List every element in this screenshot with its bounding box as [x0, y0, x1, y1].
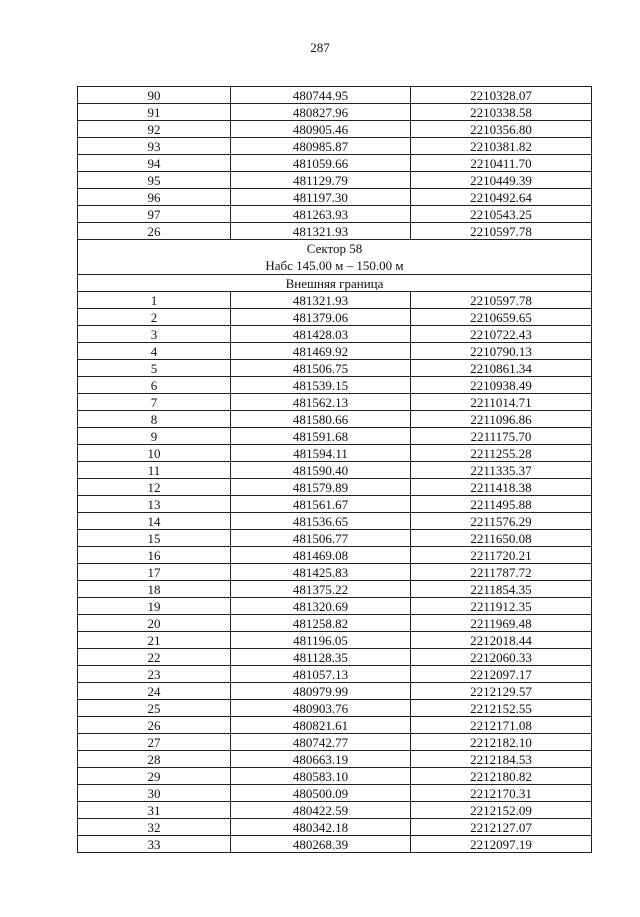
- point-number-cell: 26: [78, 223, 231, 240]
- y-coordinate-cell: 2212129.57: [411, 683, 592, 700]
- point-number-cell: 33: [78, 836, 231, 853]
- table-row: [78, 223, 592, 240]
- x-coordinate-cell: 481320.69: [231, 598, 411, 615]
- table-row: [78, 377, 592, 394]
- point-number-cell: 16: [78, 547, 231, 564]
- point-number-cell: 28: [78, 751, 231, 768]
- boundary-title: Внешняя граница: [78, 275, 592, 292]
- x-coordinate-cell: 481321.93: [231, 223, 411, 240]
- y-coordinate-cell: 2210861.34: [411, 360, 592, 377]
- point-number-cell: 91: [78, 104, 231, 121]
- point-number-cell: 31: [78, 802, 231, 819]
- point-number-cell: 13: [78, 496, 231, 513]
- table-row: [78, 836, 592, 853]
- table-row: [78, 121, 592, 138]
- table-row: [78, 717, 592, 734]
- y-coordinate-cell: 2212171.08: [411, 717, 592, 734]
- y-coordinate-cell: 2212018.44: [411, 632, 592, 649]
- point-number-cell: 11: [78, 462, 231, 479]
- y-coordinate-cell: 2210338.58: [411, 104, 592, 121]
- x-coordinate-cell: 481425.83: [231, 564, 411, 581]
- table-row: [78, 428, 592, 445]
- table-row: [78, 496, 592, 513]
- sector-header-row: [78, 240, 592, 275]
- x-coordinate-cell: 481561.67: [231, 496, 411, 513]
- x-coordinate-cell: 480827.96: [231, 104, 411, 121]
- rows-after-group: [78, 292, 592, 853]
- table-row: [78, 768, 592, 785]
- x-coordinate-cell: 481263.93: [231, 206, 411, 223]
- x-coordinate-cell: 480744.95: [231, 87, 411, 104]
- point-number-cell: 97: [78, 206, 231, 223]
- y-coordinate-cell: 2212170.31: [411, 785, 592, 802]
- table-row: [78, 445, 592, 462]
- table-row: [78, 411, 592, 428]
- y-coordinate-cell: 2212060.33: [411, 649, 592, 666]
- y-coordinate-cell: 2211576.29: [411, 513, 592, 530]
- point-number-cell: 92: [78, 121, 231, 138]
- x-coordinate-cell: 480979.99: [231, 683, 411, 700]
- x-coordinate-cell: 480268.39: [231, 836, 411, 853]
- x-coordinate-cell: 480500.09: [231, 785, 411, 802]
- y-coordinate-cell: 2211912.35: [411, 598, 592, 615]
- y-coordinate-cell: 2210597.78: [411, 292, 592, 309]
- y-coordinate-cell: 2210790.13: [411, 343, 592, 360]
- point-number-cell: 10: [78, 445, 231, 462]
- table-row: [78, 479, 592, 496]
- point-number-cell: 4: [78, 343, 231, 360]
- y-coordinate-cell: 2211720.21: [411, 547, 592, 564]
- point-number-cell: 30: [78, 785, 231, 802]
- table-row: [78, 87, 592, 104]
- y-coordinate-cell: 2211495.88: [411, 496, 592, 513]
- y-coordinate-cell: 2211255.28: [411, 445, 592, 462]
- x-coordinate-cell: 480903.76: [231, 700, 411, 717]
- point-number-cell: 25: [78, 700, 231, 717]
- y-coordinate-cell: 2211175.70: [411, 428, 592, 445]
- x-coordinate-cell: 480422.59: [231, 802, 411, 819]
- y-coordinate-cell: 2212184.53: [411, 751, 592, 768]
- rows-before-group: [78, 87, 592, 240]
- x-coordinate-cell: 481580.66: [231, 411, 411, 428]
- sector-header-group: [78, 240, 592, 292]
- x-coordinate-cell: 480742.77: [231, 734, 411, 751]
- y-coordinate-cell: 2210411.70: [411, 155, 592, 172]
- x-coordinate-cell: 480342.18: [231, 819, 411, 836]
- point-number-cell: 21: [78, 632, 231, 649]
- point-number-cell: 14: [78, 513, 231, 530]
- table-row: [78, 104, 592, 121]
- x-coordinate-cell: 481059.66: [231, 155, 411, 172]
- point-number-cell: 32: [78, 819, 231, 836]
- x-coordinate-cell: 481375.22: [231, 581, 411, 598]
- table-row: [78, 360, 592, 377]
- y-coordinate-cell: 2212127.07: [411, 819, 592, 836]
- y-coordinate-cell: 2210381.82: [411, 138, 592, 155]
- y-coordinate-cell: 2210597.78: [411, 223, 592, 240]
- table-row: [78, 138, 592, 155]
- x-coordinate-cell: 481379.06: [231, 309, 411, 326]
- y-coordinate-cell: 2212152.55: [411, 700, 592, 717]
- x-coordinate-cell: 481129.79: [231, 172, 411, 189]
- x-coordinate-cell: 481579.89: [231, 479, 411, 496]
- point-number-cell: 23: [78, 666, 231, 683]
- table-row: [78, 292, 592, 309]
- y-coordinate-cell: 2210659.65: [411, 309, 592, 326]
- boundary-header-row: [78, 275, 592, 292]
- point-number-cell: 18: [78, 581, 231, 598]
- x-coordinate-cell: 481128.35: [231, 649, 411, 666]
- x-coordinate-cell: 480583.10: [231, 768, 411, 785]
- point-number-cell: 8: [78, 411, 231, 428]
- table-row: [78, 666, 592, 683]
- x-coordinate-cell: 481057.13: [231, 666, 411, 683]
- point-number-cell: 19: [78, 598, 231, 615]
- point-number-cell: 95: [78, 172, 231, 189]
- x-coordinate-cell: 481197.30: [231, 189, 411, 206]
- table-row: [78, 206, 592, 223]
- sector-title: Сектор 58: [306, 241, 363, 256]
- point-number-cell: 3: [78, 326, 231, 343]
- table-row: [78, 615, 592, 632]
- y-coordinate-cell: 2210543.25: [411, 206, 592, 223]
- table-row: [78, 700, 592, 717]
- x-coordinate-cell: 480821.61: [231, 717, 411, 734]
- y-coordinate-cell: 2212152.09: [411, 802, 592, 819]
- x-coordinate-cell: 481506.77: [231, 530, 411, 547]
- y-coordinate-cell: 2211969.48: [411, 615, 592, 632]
- y-coordinate-cell: 2211096.86: [411, 411, 592, 428]
- y-coordinate-cell: 2211854.35: [411, 581, 592, 598]
- table-row: [78, 326, 592, 343]
- point-number-cell: 2: [78, 309, 231, 326]
- point-number-cell: 26: [78, 717, 231, 734]
- x-coordinate-cell: 481196.05: [231, 632, 411, 649]
- x-coordinate-cell: 481258.82: [231, 615, 411, 632]
- table-row: [78, 394, 592, 411]
- y-coordinate-cell: 2211014.71: [411, 394, 592, 411]
- y-coordinate-cell: 2212182.10: [411, 734, 592, 751]
- x-coordinate-cell: 481590.40: [231, 462, 411, 479]
- table-row: [78, 547, 592, 564]
- point-number-cell: 93: [78, 138, 231, 155]
- point-number-cell: 96: [78, 189, 231, 206]
- table-row: [78, 581, 592, 598]
- table-row: [78, 172, 592, 189]
- x-coordinate-cell: 481539.15: [231, 377, 411, 394]
- point-number-cell: 6: [78, 377, 231, 394]
- x-coordinate-cell: 481469.92: [231, 343, 411, 360]
- y-coordinate-cell: 2210356.80: [411, 121, 592, 138]
- coordinates-table: [77, 86, 592, 853]
- x-coordinate-cell: 481591.68: [231, 428, 411, 445]
- point-number-cell: 29: [78, 768, 231, 785]
- point-number-cell: 7: [78, 394, 231, 411]
- point-number-cell: 27: [78, 734, 231, 751]
- y-coordinate-cell: 2210938.49: [411, 377, 592, 394]
- x-coordinate-cell: 481469.08: [231, 547, 411, 564]
- y-coordinate-cell: 2210328.07: [411, 87, 592, 104]
- point-number-cell: 15: [78, 530, 231, 547]
- point-number-cell: 1: [78, 292, 231, 309]
- sector-height-range: Набс 145.00 м – 150.00 м: [265, 258, 404, 273]
- table-row: [78, 734, 592, 751]
- y-coordinate-cell: 2211787.72: [411, 564, 592, 581]
- x-coordinate-cell: 481536.65: [231, 513, 411, 530]
- x-coordinate-cell: 481562.13: [231, 394, 411, 411]
- table-row: [78, 819, 592, 836]
- table-row: [78, 530, 592, 547]
- x-coordinate-cell: 480985.87: [231, 138, 411, 155]
- y-coordinate-cell: 2210449.39: [411, 172, 592, 189]
- table-row: [78, 155, 592, 172]
- y-coordinate-cell: 2211418.38: [411, 479, 592, 496]
- x-coordinate-cell: 481321.93: [231, 292, 411, 309]
- table-row: [78, 189, 592, 206]
- table-row: [78, 564, 592, 581]
- x-coordinate-cell: 480905.46: [231, 121, 411, 138]
- y-coordinate-cell: 2212097.17: [411, 666, 592, 683]
- x-coordinate-cell: 481594.11: [231, 445, 411, 462]
- x-coordinate-cell: 480663.19: [231, 751, 411, 768]
- point-number-cell: 90: [78, 87, 231, 104]
- point-number-cell: 9: [78, 428, 231, 445]
- x-coordinate-cell: 481428.03: [231, 326, 411, 343]
- point-number-cell: 24: [78, 683, 231, 700]
- table-row: [78, 751, 592, 768]
- table-row: [78, 462, 592, 479]
- point-number-cell: 22: [78, 649, 231, 666]
- table-row: [78, 785, 592, 802]
- y-coordinate-cell: 2212097.19: [411, 836, 592, 853]
- y-coordinate-cell: 2211335.37: [411, 462, 592, 479]
- table-row: [78, 683, 592, 700]
- table-row: [78, 802, 592, 819]
- sector-header-cell: [78, 240, 592, 275]
- y-coordinate-cell: 2212180.82: [411, 768, 592, 785]
- table-row: [78, 632, 592, 649]
- point-number-cell: 20: [78, 615, 231, 632]
- table-row: [78, 513, 592, 530]
- point-number-cell: 94: [78, 155, 231, 172]
- page-number: 287: [310, 40, 330, 55]
- table-row: [78, 309, 592, 326]
- x-coordinate-cell: 481506.75: [231, 360, 411, 377]
- point-number-cell: 5: [78, 360, 231, 377]
- table-row: [78, 598, 592, 615]
- table-row: [78, 343, 592, 360]
- point-number-cell: 17: [78, 564, 231, 581]
- table-row: [78, 649, 592, 666]
- y-coordinate-cell: 2210492.64: [411, 189, 592, 206]
- y-coordinate-cell: 2211650.08: [411, 530, 592, 547]
- y-coordinate-cell: 2210722.43: [411, 326, 592, 343]
- point-number-cell: 12: [78, 479, 231, 496]
